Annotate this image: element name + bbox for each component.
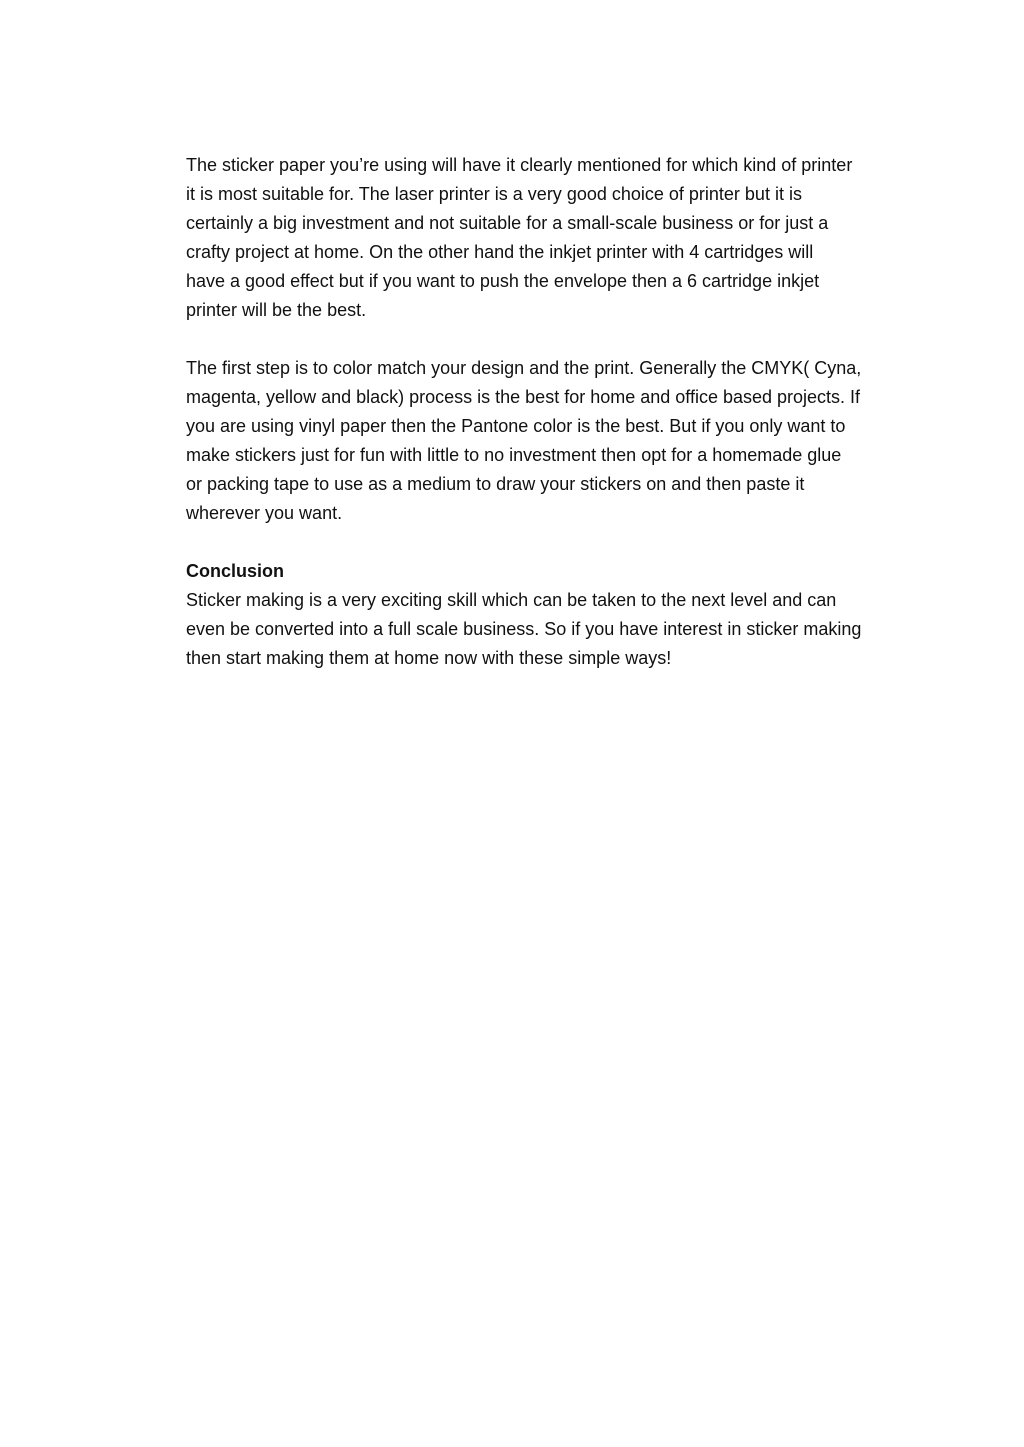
text-line: certainly a big investment and not suitable for a small-scale business or for just a (186, 213, 829, 233)
conclusion-section (186, 557, 902, 673)
text-line: Sticker making is a very exciting skill which can be taken to the next level and can (186, 590, 837, 610)
text-line: make stickers just for fun with little to no investment then opt for a homemade glue (186, 445, 842, 465)
text-line: The first step is to color match your design and the print. Generally the CMYK( Cyna, (186, 358, 862, 378)
text-line: even be converted into a full scale business. So if you have interest in sticker making (186, 619, 862, 639)
text-line: printer will be the best. (186, 300, 367, 320)
text-line: or packing tape to use as a medium to draw your stickers on and then paste it (186, 474, 805, 494)
paragraph-color-matching (186, 354, 902, 528)
text-line: it is most suitable for. The laser printer is a very good choice of printer but it is (186, 184, 802, 204)
text-line: The sticker paper you’re using will have it clearly mentioned for which kind of printer (186, 155, 853, 175)
text-line: then start making them at home now with these simple ways! (186, 648, 672, 668)
paragraph-spacer (186, 325, 902, 354)
document-body (186, 151, 902, 673)
text-line: you are using vinyl paper then the Pantone color is the best. But if you only want to (186, 416, 846, 436)
paragraph-printer-choice (186, 151, 902, 325)
paragraph-spacer (186, 528, 902, 557)
text-line: wherever you want. (186, 503, 343, 523)
text-line: crafty project at home. On the other hand the inkjet printer with 4 cartridges will (186, 242, 814, 262)
text-line: magenta, yellow and black) process is the best for home and office based projects. If (186, 387, 861, 407)
conclusion-heading: Conclusion (186, 561, 284, 581)
text-line: have a good effect but if you want to push the envelope then a 6 cartridge inkjet (186, 271, 820, 291)
